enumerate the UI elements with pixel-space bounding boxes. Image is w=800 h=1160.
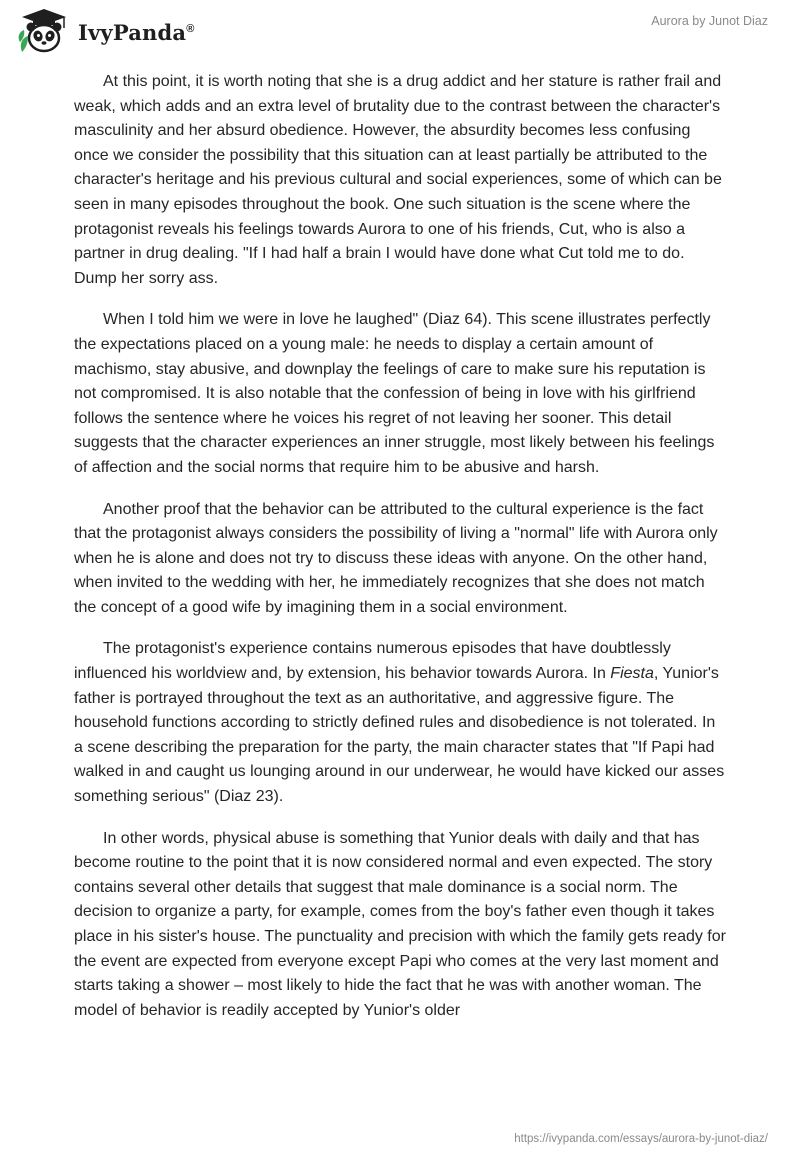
ivypanda-logo[interactable] xyxy=(16,8,195,56)
paragraph: When I told him we were in love he laughed" (Diaz 64). This scene illustrates perfectly the expectations placed on a young male: he needs to display a certain amount of machismo, stay abusive, and downplay the feelings of care to make sure his reputation is not compromised. It is also notable that the confession of being in love with his girlfriend follows the sentence where he voices his regret of not leaving her sooner. This detail suggests that the character experiences an inner struggle, most likely between his feelings of affection and the social norms that require him to be abusive and harsh. xyxy=(74,311,715,476)
logo-wordmark: IvyPanda® xyxy=(78,19,195,45)
panda-graduate-icon xyxy=(16,8,72,56)
paragraph-text: The protagonist's experience contains numerous episodes that have doubtlessly influenced his worldview and, by extension, his behavior towards Aurora. In xyxy=(74,640,671,683)
source-url[interactable]: https://ivypanda.com/essays/aurora-by-junot-diaz/ xyxy=(514,1133,768,1145)
document-title: Aurora by Junot Diaz xyxy=(651,14,768,28)
story-title-fiesta: Fiesta xyxy=(610,665,654,683)
paragraph-text: , Yunior's father is portrayed throughout the text as an authoritative, and aggressive figure. The household functions according to strictly defined rules and disobedience is not tolerated. In a scene describing the preparation for the party, the main character states that "If Papi had walked in and caught us lounging around in our underwear, he would have kicked our asses something serious" (Diaz 23). xyxy=(74,665,725,806)
paragraph: At this point, it is worth noting that she is a drug addict and her stature is rather frail and weak, which adds and an extra level of brutality due to the contrast between the character's masculinity and her absurd obedience. However, the absurdity becomes less confusing once we consider the possibility that this situation can at least partially be attributed to the character's heritage and his previous cultural and social experiences, some of which can be seen in many episodes throughout the book. One such situation is the scene where the protagonist reveals his feelings towards Aurora to one of his friends, Cut, who is also a partner in drug dealing. "If I had half a brain I would have done what Cut told me to do. Dump her sorry ass. xyxy=(74,73,722,287)
page-header xyxy=(0,0,800,70)
paragraph: Another proof that the behavior can be attributed to the cultural experience is the fact that the protagonist always considers the possibility of living a "normal" life with Aurora only when he is alone and does not try to discuss these ideas with anyone. On the other hand, when invited to the wedding with her, he immediately recognizes that she does not match the concept of a good wife by imagining them in a social environment. xyxy=(74,500,718,616)
registered-mark: ® xyxy=(186,22,195,35)
paragraph: In other words, physical abuse is something that Yunior deals with daily and that has become routine to the point that it is now considered normal and even expected. The story contains several other details that suggest that male dominance is a social norm. The decision to organize a party, for example, comes from the boy's father even though it takes place in his sister's house. The punctuality and precision with which the family gets ready for the event are expected from everyone except Papi who comes at the very last moment and starts taking a shower – most likely to hide the fact that he was with another woman. The model of behavior is readily accepted by Yunior's older xyxy=(74,829,726,1019)
paragraph xyxy=(74,637,726,809)
essay-body xyxy=(74,70,726,1040)
